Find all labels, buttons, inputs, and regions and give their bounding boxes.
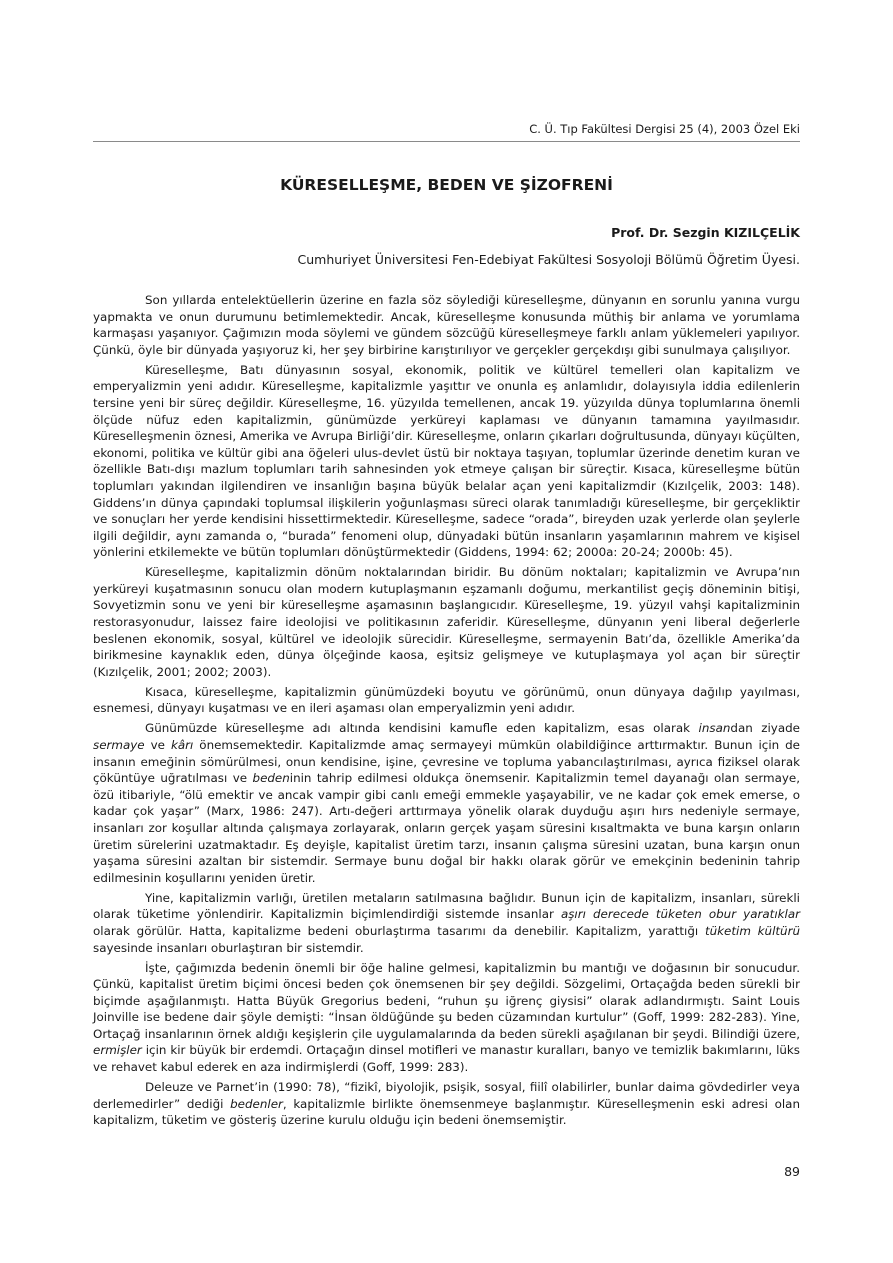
author-affiliation: Cumhuriyet Üniversitesi Fen-Edebiyat Fakültesi Sosyoloji Bölümü Öğretim Üyesi. — [297, 252, 800, 267]
paragraph-text: dan ziyade — [730, 721, 800, 736]
italic-text: kârı — [170, 738, 194, 752]
paragraph-text: Yine, kapitalizmin varlığı, üretilen metaların satılmasına bağlıdır. Bunun için de kapitalizm, insanları, sürekli olarak tüketime yönlendirir. Kapitalizmin biçimlendirdiği sistemde insanlar — [93, 890, 800, 922]
paragraph-text: Kısaca, küreselleşme, kapitalizmin günümüzdeki boyutu ve görünümü, onun dünyaya dağılıp yayılması, esnemesi, dünyayı kuşatması ve en ileri aşaması olan emperyalizmin yeni adıdır. — [93, 684, 800, 716]
paragraph-text: Deleuze ve Parnet’in (1990: 78), “fizikî, biyolojik, psişik, sosyal, fiilî olabilirler, bunlar daima gövdedirler veya derlemedirler” dediği — [93, 1080, 800, 1111]
body-paragraph — [93, 720, 800, 886]
body-paragraph — [93, 960, 800, 1076]
italic-text: insan — [698, 721, 731, 736]
body-paragraph — [93, 1079, 800, 1129]
italic-text: beden — [252, 771, 290, 786]
paragraph-text: Küreselleşme, Batı dünyasının sosyal, ekonomik, politik ve kültürel temelleri olan kapitalizm ve emperyalizmin yeni adıdır. Küreselleşme, kapitalizmle yaşıttır ve onunla eş anlamlıdır, dolayısıyla iddia edilenlerin tersine yeni bir süreç değildir. Küreselleşme, 16. yüzyılda temellenen, ancak 19. yüzyılda dünya toplumlarına önemli ölçüde nüfuz eden kapitalizmin, günümüzde yerküreyi kaplaması ve dünyanın tamamına yayılmasıdır. Küreselleşmenin öznesi, Amerika ve Avrupa Birliği’dir. Küreselleşme, onların çıkarları doğrultusunda, dünyayı küçülten, ekonomi, politika ve kültür gibi ana öğeleri ulus-devlet üstü bir noktaya taşıyan, toplumlar üzerinde denetim kuran ve özellikle Batı-dışı mazlum toplumları tarih sahnesinden yok etmeye çalışan bir süreçtir. Kısaca, küreselleşme bütün toplumları yakından ilgilendiren ve insanlığın başına büyük belalar açan yeni kapitalizmdir (Kızılçelik, 2003: 148). Giddens’ın dünya çapındaki toplumsal ilişkilerin yoğunlaşması süreci olarak tanımladığı küreselleşme, bir gerçekliktir ve sonuçları her yerde kendisini hissettirmektedir. Küreselleşme, sadece “orada”, bireyden uzak yerlerde olan şeylerle ilgili değildir, aynı zamanda o, “burada” fenomeni olup, dünyadaki bütün insanların yaşamlarının mahrem ve kişisel yönlerini etkilemekte ve bütün toplumları dönüştürmektedir (Giddens, 1994: 62; 2000a: 20-24; 2000b: 45). — [93, 362, 800, 560]
paragraph-text: önemsemektedir. Kapitalizmde amaç sermayeyi mümkün olabildiğince arttırmaktır. Bunun için de insanın emeğinin sömürülmesi, onun kendisine, işine, çevresine ve topluma yabancılaştırılması, ayrıca fiziksel olarak çöküntüye uğratılması ve — [93, 738, 800, 786]
body-paragraph — [93, 890, 800, 956]
paragraph-text: , kapitalizmle birlikte önemsenmeye başlanmıştır. Küreselleşmenin eski adresi olan kapitalizm, tüketim ve gösteriş üzerine kurulu olduğu için bedeni önemsemiştir. — [93, 1096, 800, 1128]
italic-text: bedenler — [230, 1096, 283, 1111]
body-paragraph — [93, 564, 800, 680]
paragraph-text: İşte, çağımızda bedenin önemli bir öğe haline gelmesi, kapitalizmin bu mantığı ve doğasının bir sonucudur. Çünkü, kapitalist üretim biçimi öncesi beden çok önemsenen bir şey değildi. Sözgelimi, Ortaçağda beden sürekli bir biçimde aşağılanmıştı. Hatta Büyük Gregorius bedeni, “ruhun şu iğrenç giysisi” olarak adlandırmıştı. Saint Louis Joinville ise bedene dair şöyle demişti: “İnsan öldüğünde şu beden cüzamından kurtulur” (Goff, 1999: 282-283). Yine, Ortaçağ insanlarının örnek aldığı keşişlerin çile uygulamalarında da beden sürekli aşağılanan bir şeydi. Bilindiği üzere, — [93, 960, 800, 1041]
italic-text: aşırı derecede tüketen obur yaratıklar — [560, 907, 800, 922]
italic-text: sermaye — [93, 738, 145, 752]
page-number: 89 — [784, 1164, 800, 1179]
paragraph-text: sayesinde insanları oburlaştıran bir sistemdir. — [93, 940, 364, 955]
body-paragraph — [93, 684, 800, 717]
paragraph-text: ve — [144, 738, 171, 752]
article-title: KÜRESELLEŞME, BEDEN VE ŞİZOFRENİ — [280, 176, 613, 194]
running-head: C. Ü. Tıp Fakültesi Dergisi 25 (4), 2003 Özel Eki — [529, 122, 800, 136]
paragraph-text: Küreselleşme, kapitalizmin dönüm noktalarından biridir. Bu dönüm noktaları; kapitalizmin ve Avrupa’nın yerküreyi kuşatmasının sonucu olan modern kutuplaşmanın eşzamanlı doğumu, merkantilist geçiş döneminin bitişi, Sovyetizmin sonu ve yeni bir küreselleşme aşamasının başlangıcıdır. Küreselleşme, 19. yüzyıl vahşi kapitalizminin restorasyonudur, laissez faire ideolojisi ve politikasının zaferidir. Küreselleşme, dünyanın yeni liberal değerlerle beslenen ekonomik, sosyal, kültürel ve ideolojik sürecidir. Küreselleşme, sermayenin Batı’da, özellikle Amerika’da birikmesine kaynaklık eden, dünya ölçeğinde kaosa, eşitsiz gelişmeye ve kutuplaşmaya yol açan bir süreçtir (Kızılçelik, 2001; 2002; 2003). — [93, 565, 800, 679]
paragraph-text: için kir büyük bir erdemdi. Ortaçağın dinsel motifleri ve manastır kuralları, banyo ve temizlik bakımlarını, lüks ve rehavet kabul ederek en aza indirmişlerdi (Goff, 1999: 283). — [93, 1043, 800, 1075]
body-paragraph — [93, 292, 800, 358]
italic-text: tüketim kültürü — [704, 923, 800, 938]
paragraph-text: olarak görülür. Hatta, kapitalizme bedeni oburlaştırma tasarımı da denebilir. Kapitalizm, yarattığı — [93, 923, 705, 938]
paragraph-text: Günümüzde küreselleşme adı altında kendisini kamufle eden kapitalizm, esas olarak — [145, 721, 699, 736]
paragraph-text: inin tahrip edilmesi oldukça önemsenir. Kapitalizmin temel dayanağı olan sermaye, özü itibariyle, “ölü emektir ve ancak vampir gibi canlı emeği emmekle yaşayabilir, ve ne kadar çok emek emerse, o kadar çok yaşar” (Marx, 1986: 247). Artı-değeri arttırmaya yönelik olarak duyduğu aşırı hırs nedeniyle sermaye, insanları zor koşullar altında çalışmaya zorlayarak, onların gerçek yaşam süresini kısaltmakta ve buna karşın onların üretim sürelerini uzatmaktadır. Eş deyişle, kapitalist üretim tarzı, insanın çalışma süresini uzatan, buna karşın onun yaşama süresini azaltan bir sistemdir. Sermaye bunu doğal bir hakkı olarak görür ve emekçinin bedeninin tahrip edilmesinin koşullarını yeniden üretir. — [93, 771, 800, 885]
paragraph-text: Son yıllarda entelektüellerin üzerine en fazla söz söylediği küreselleşme, dünyanın en sorunlu yanına vurgu yapmakta ve onun durumunu betimlemektedir. Ancak, küreselleşme konusunda müthiş bir anlama ve yorumlama karmaşası yaşanıyor. Çağımızın moda söylemi ve gündem sözcüğü küreselleşmeye farklı anlam yüklemeleri yapılıyor. Çünkü, öyle bir dünyada yaşıyoruz ki, her şey birbirine karıştırılıyor ve gerçekler gerçekdışı gibi sunulmaya çalışılıyor. — [93, 293, 800, 357]
author-name: Prof. Dr. Sezgin KIZILÇELİK — [611, 225, 800, 240]
body-paragraph — [93, 362, 800, 561]
header-divider — [93, 141, 800, 142]
italic-text: ermişler — [93, 1043, 142, 1058]
article-body — [93, 292, 800, 1132]
